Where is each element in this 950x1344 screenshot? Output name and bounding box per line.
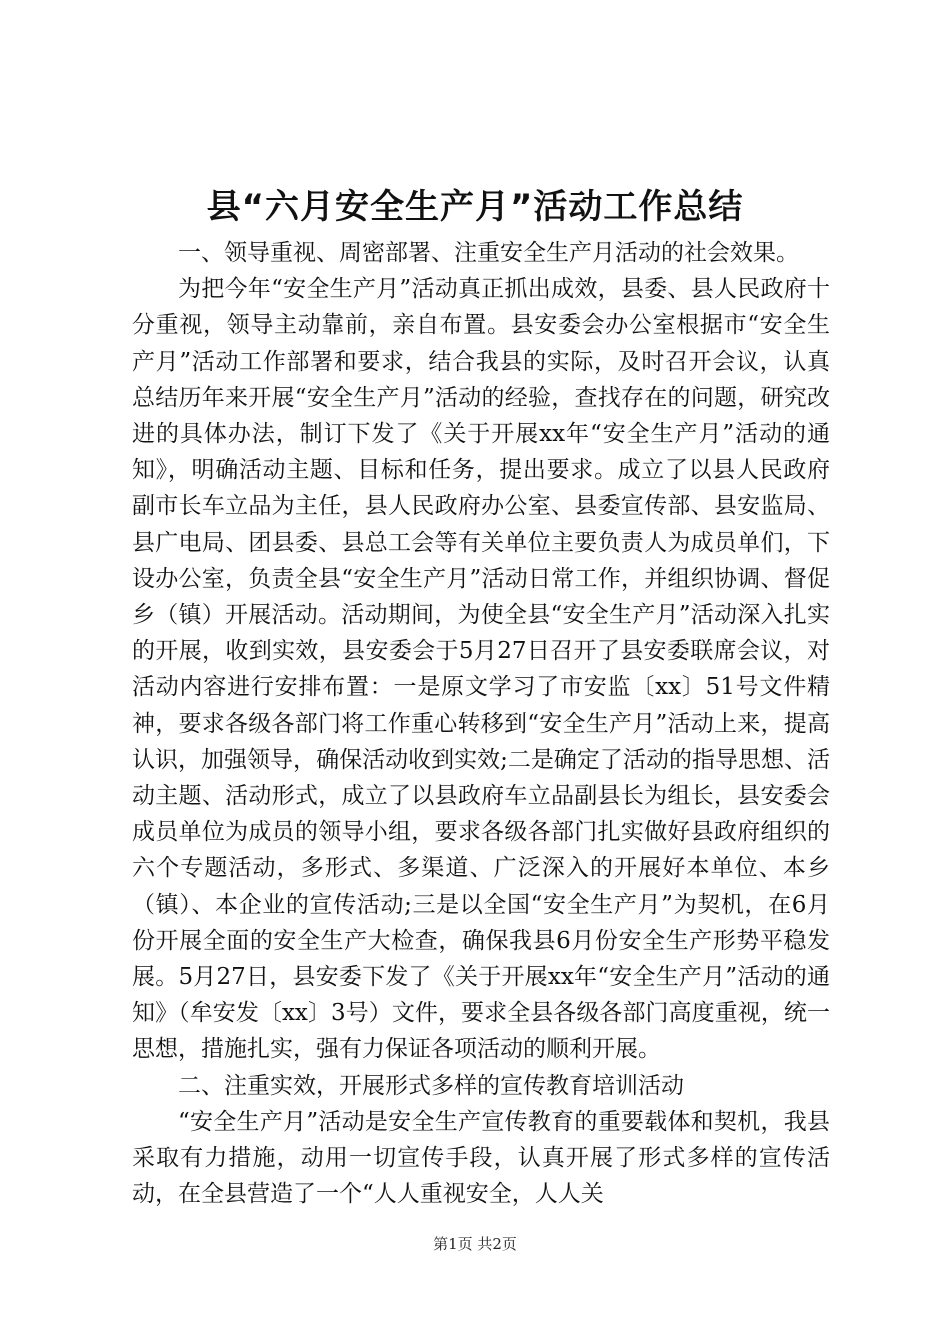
document-title: 县“六月安全生产月”活动工作总结 [206, 187, 744, 227]
page-footer: 第1页 共2页 [433, 1235, 517, 1253]
body-paragraph: 为把今年“安全生产月”活动真正抓出成效，县委、县人民政府十分重视，领导主动靠前，亲自布置。县安委会办公室根据市“安全生产月”活动工作部署和要求，结合我县的实际，及时召开会议，认真总结历年来开展“安全生产月”活动的经验，查找存在的问题，研究改进的具体办法，制订下发了《关于开展xx年“安全生产月”活动的通知》，明确活动主题、目标和任务，提出要求。成立了以县人民政府副市长车立品为主任，县人民政府办公室、县委宣传部、县安监局、县广电局、团县委、县总工会等有关单位主要负责人为成员单们，下设办公室，负责全县“安全生产月”活动日常工作，并组织协调、督促乡（镇）开展活动。活动期间，为使全县“安全生产月”活动深入扎实的开展，收到实效，县安委会于5月27日召开了县安委联席会议，对活动内容进行安排布置：一是原文学习了市安监〔xx〕51号文件精神，要求各级各部门将工作重心转移到“安全生产月”活动上来，提高认识，加强领导，确保活动收到实效;二是确定了活动的指导思想、活动主题、活动形式，成立了以县政府车立品副县长为组长，县安委会成员单位为成员的领导小组，要求各级各部门扎实做好县政府组织的六个专题活动，多形式、多渠道、广泛深入的开展好本单位、本乡（镇）、本企业的宣传活动;三是以全国“安全生产月”为契机，在6月份开展全面的安全生产大检查，确保我县6月份安全生产形势平稳发展。5月27日，县安委下发了《关于开展xx年“安全生产月”活动的通知》（牟安发〔xx〕3号）文件，要求全县各级各部门高度重视，统一思想，措施扎实，强有力保证各项活动的顺利开展。 [132, 276, 830, 1063]
section-heading-2: 二、注重实效，开展形式多样的宣传教育培训活动 [178, 1072, 684, 1099]
section-heading-1: 一、领导重视、周密部署、注重安全生产月活动的社会效果。 [178, 240, 799, 266]
body-paragraph: “安全生产月”活动是安全生产宣传教育的重要载体和契机，我县采取有力措施，动用一切宣传手段，认真开展了形式多样的宣传活动，在全县营造了一个“人人重视安全，人人关 [132, 1108, 830, 1208]
document-body [132, 235, 830, 1212]
